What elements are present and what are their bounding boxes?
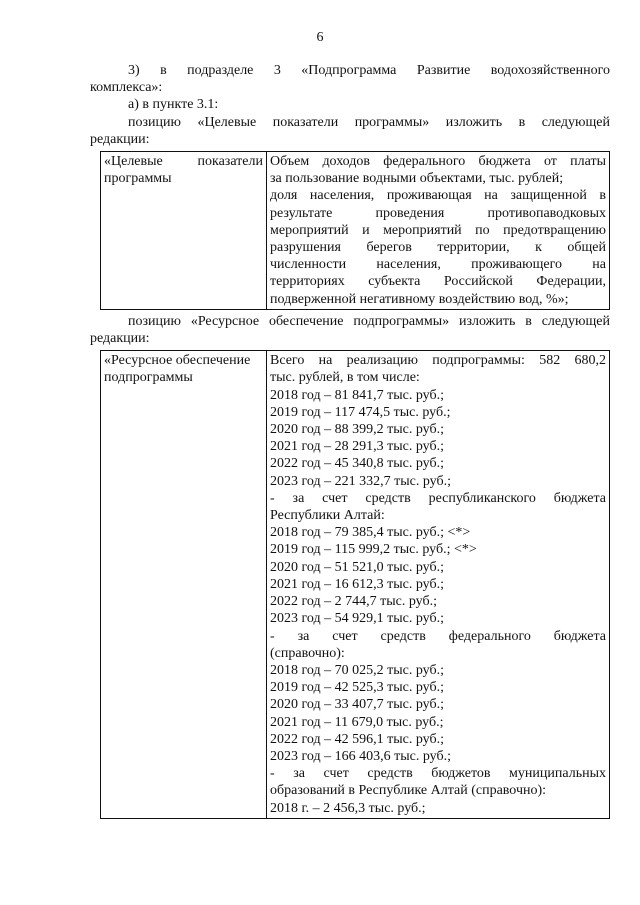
targets-line: доля населения, проживающая на защищенной в: [270, 188, 606, 204]
targets-label-cell: [101, 152, 267, 310]
paragraph-subsection-3-cont: комплекса»:: [90, 80, 163, 96]
table-row: [101, 152, 610, 310]
resources-line: образований в Республике Алтай (справочно):: [270, 783, 547, 799]
targets-line: Объем доходов федерального бюджета от платы: [270, 154, 606, 170]
targets-label-line: программы: [104, 171, 172, 187]
resources-line: 2020 год – 33 407,7 тыс. руб.;: [270, 697, 444, 713]
resources-line: 2021 год – 28 291,3 тыс. руб.;: [270, 439, 444, 455]
resources-line: 2019 год – 117 474,5 тыс. руб.;: [270, 404, 451, 420]
resources-label-cell: [101, 351, 267, 818]
resources-label-line: «Ресурсное обеспечение: [104, 353, 251, 369]
resources-line: 2023 год – 54 929,1 тыс. руб.;: [270, 611, 444, 627]
targets-line: численности населения, проживающего на: [270, 257, 606, 273]
paragraph-item-a: а) в пункте 3.1:: [128, 97, 219, 113]
resources-line: (справочно):: [270, 645, 345, 661]
resources-line: тыс. рублей, в том числе:: [270, 370, 420, 386]
resources-line: 2019 год – 115 999,2 тыс. руб.; <*>: [270, 542, 477, 558]
resources-value-cell: [267, 351, 610, 818]
resources-line: - за счет средств бюджетов муниципальных: [270, 766, 606, 782]
resources-table: [100, 350, 610, 818]
resources-line: 2020 год – 88 399,2 тыс. руб.;: [270, 422, 444, 438]
paragraph-position-targets-cont: редакции:: [90, 131, 150, 147]
resources-line: 2018 год – 79 385,4 тыс. руб.; <*>: [270, 525, 471, 541]
resources-label-line: подпрограммы: [104, 370, 193, 386]
targets-label-line: «Целевые показатели: [104, 154, 263, 170]
table-row: [101, 351, 610, 818]
resources-line: 2023 год – 221 332,7 тыс. руб.;: [270, 473, 451, 489]
resources-line: 2020 год – 51 521,0 тыс. руб.;: [270, 559, 444, 575]
resources-line: 2019 год – 42 525,3 тыс. руб.;: [270, 680, 444, 696]
resources-line: 2018 год – 81 841,7 тыс. руб.;: [270, 387, 444, 403]
targets-table: [100, 151, 610, 310]
targets-line: за пользование водными объектами, тыс. рублей;: [270, 171, 564, 187]
resources-line: 2021 год – 16 612,3 тыс. руб.;: [270, 576, 444, 592]
paragraph-position-resources-cont: редакции:: [90, 331, 150, 347]
resources-line: 2023 год – 166 403,6 тыс. руб.;: [270, 748, 451, 764]
targets-line: территориях субъекта Российской Федерации,: [270, 274, 606, 290]
targets-line: подверженной негативному воздействию вод, %»;: [270, 291, 569, 307]
resources-line: Республики Алтай:: [270, 508, 385, 524]
paragraph-subsection-3: 3) в подразделе 3 «Подпрограмма Развитие водохозяйственного: [128, 63, 610, 78]
targets-value-cell: [267, 152, 610, 310]
paragraph-position-resources: позицию «Ресурсное обеспечение подпрограммы» изложить в следующей: [128, 313, 610, 329]
targets-line: разрушения берегов территории, к общей: [270, 240, 606, 256]
paragraph-position-targets: позицию «Целевые показатели программы» изложить в следующей: [128, 114, 610, 130]
resources-line: 2022 год – 2 744,7 тыс. руб.;: [270, 594, 437, 610]
resources-line: 2021 год – 11 679,0 тыс. руб.;: [270, 714, 444, 730]
resources-line: 2018 г. – 2 456,3 тыс. руб.;: [270, 800, 426, 816]
page-number: 6: [316, 30, 324, 45]
resources-line: 2018 год – 70 025,2 тыс. руб.;: [270, 662, 444, 678]
resources-line: 2022 год – 45 340,8 тыс. руб.;: [270, 456, 444, 472]
targets-line: результате проведения противопаводковых: [270, 205, 606, 221]
resources-line: - за счет средств республиканского бюджета: [270, 490, 606, 506]
resources-line: Всего на реализацию подпрограммы: 582 680,2: [270, 353, 606, 369]
resources-line: 2022 год – 42 596,1 тыс. руб.;: [270, 731, 444, 747]
targets-line: мероприятий и мероприятий по предотвращению: [270, 222, 606, 238]
resources-line: - за счет средств федерального бюджета: [270, 628, 606, 644]
document-body: [90, 62, 610, 822]
